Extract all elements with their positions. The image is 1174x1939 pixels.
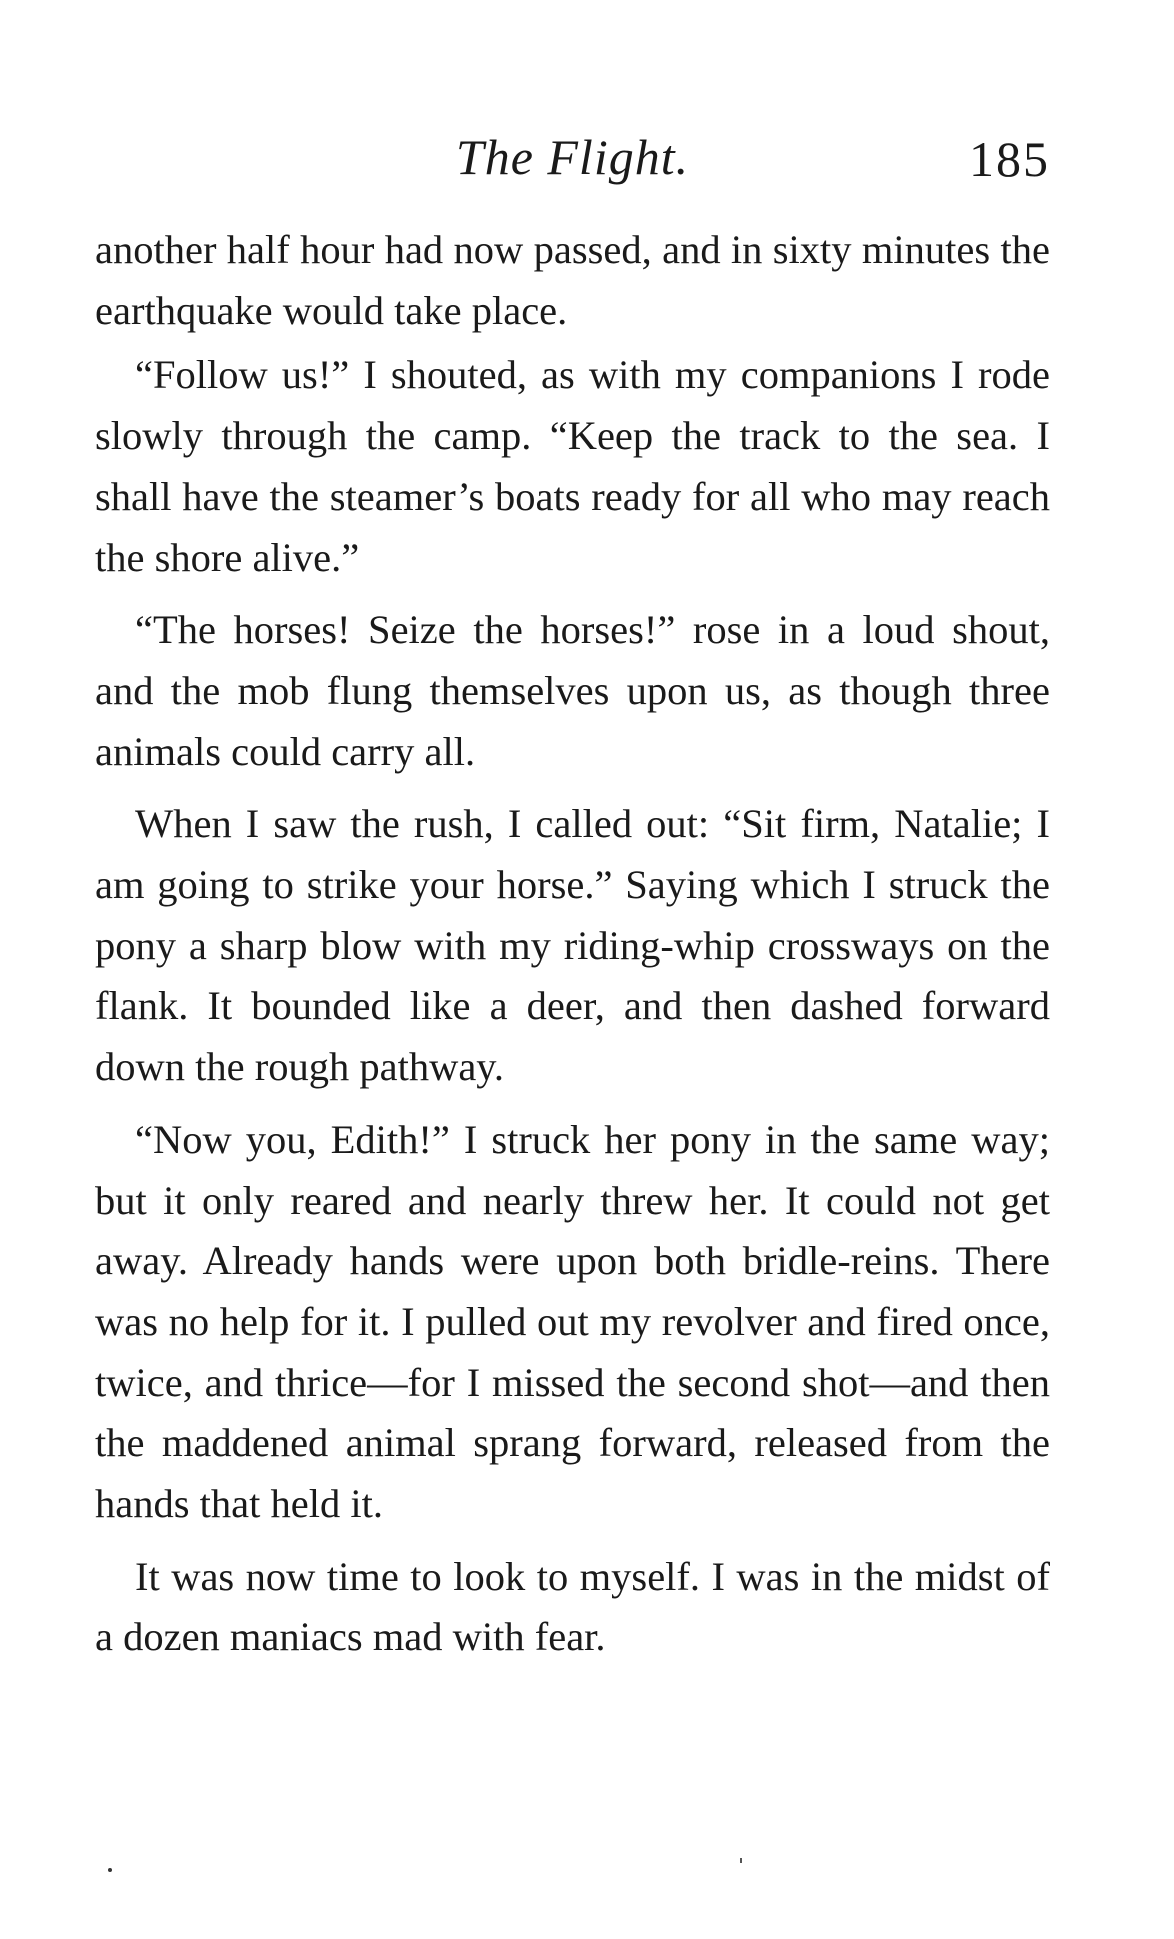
running-title: The Flight.	[455, 129, 690, 185]
paragraph-1: another half hour had now passed, and in sixty minutes the earthquake would take place.	[95, 227, 1050, 333]
page-number: 185	[969, 131, 1050, 187]
paragraph-5: “Now you, Edith!” I struck her pony in the same way; but it only reared and nearly threw her. It could not get away. Already hands were upon both bridle-reins. There was no help for it. I pulled out my revolver and fired once, twice, and thrice—for I missed the second shot—and then the maddened animal sprang forward, released from the hands that held it.	[95, 1116, 1050, 1527]
paragraph-2: “Follow us!” I shouted, as with my companions I rode slowly through the camp. “Keep the track to the sea. I shall have the steamer’s boats ready for all who may reach the shore alive.”	[95, 352, 1050, 580]
running-head	[95, 128, 1050, 198]
paragraph-4: When I saw the rush, I called out: “Sit firm, Natalie; I am going to strike your horse.” Saying which I struck the pony a sharp blow with my riding-whip crossways on the flank. It bounded like a deer, and then dashed forward down the rough pathway.	[95, 801, 1050, 1090]
paragraph-6: It was now time to look to myself. I was in the midst of a dozen maniacs mad with fear.	[95, 1553, 1050, 1660]
paragraph-3: “The horses! Seize the horses!” rose in a loud shout, and the mob flung themselves upon us, as though three animals could carry all.	[95, 607, 1050, 774]
ink-speck	[108, 1868, 112, 1872]
body-text	[95, 220, 1050, 1668]
ink-speck	[740, 1858, 742, 1863]
